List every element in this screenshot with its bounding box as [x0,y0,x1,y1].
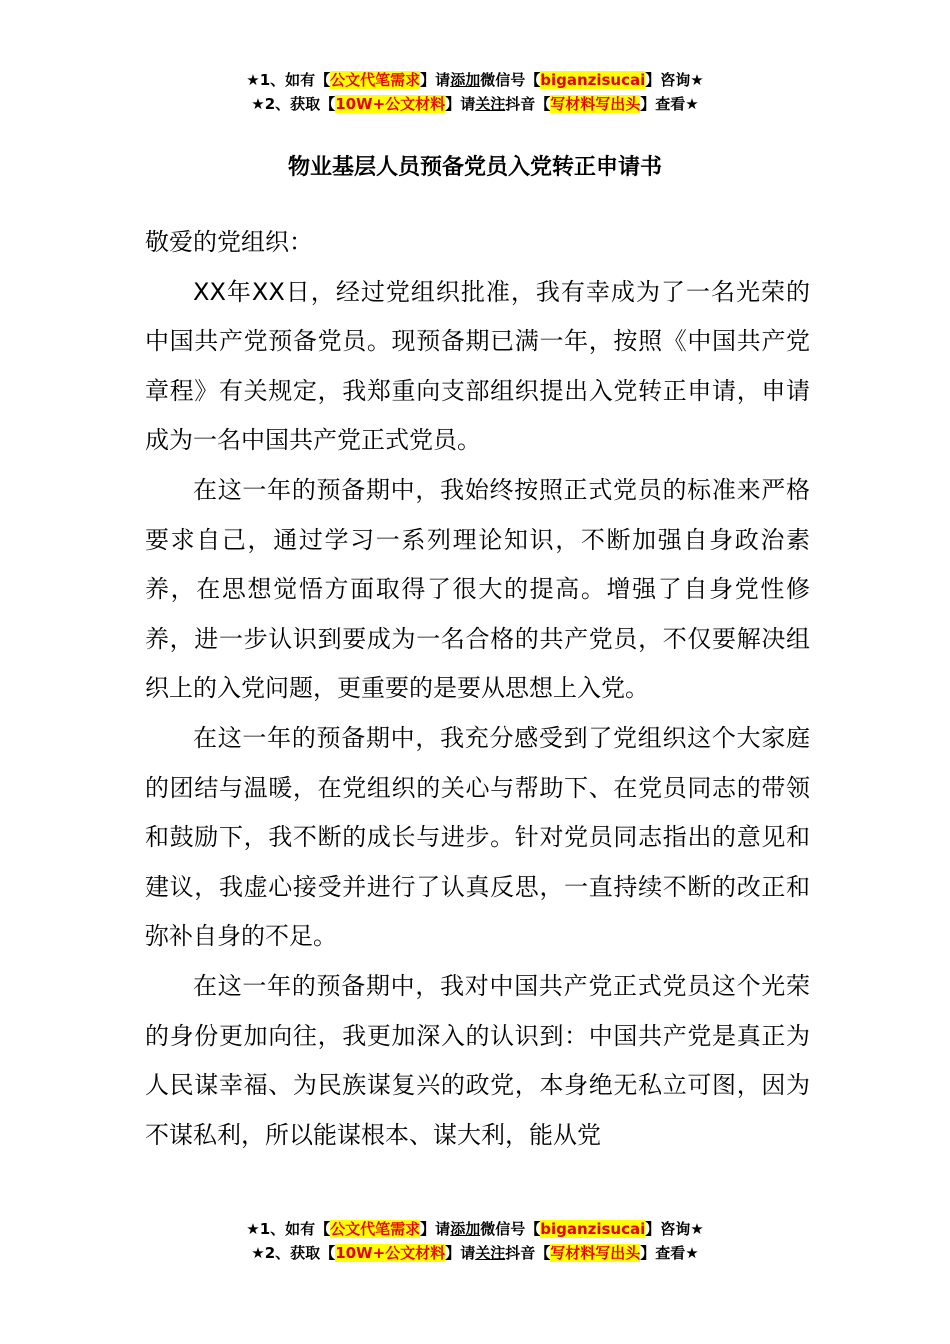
promo-line-2-underlined: 关注 [475,95,506,113]
promo-line-1-highlight-service: 公文代笔需求 [330,71,421,89]
promo-footer-line-2-prefix: ★2、获取【 [251,1244,336,1262]
promo-line-1-mid2: 微信号【 [480,71,541,89]
promo-line-1-underlined: 添加 [450,71,481,89]
promo-footer-line-2 [0,1241,950,1265]
promo-footer-line-1-prefix: ★1、如有【 [246,1220,331,1238]
promo-footer-line-1 [0,1217,950,1241]
body-paragraph-3: 在这一年的预备期中，我充分感受到了党组织这个大家庭的团结与温暖，在党组织的关心与帮助下、在党员同志的带领和鼓励下，我不断的成长与进步。针对党员同志指出的意见和建议，我虚心接受并进行了认真反思，一直持续不断的改正和弥补自身的不足。 [145,723,810,951]
promo-footer-line-2-mid: 】请 [445,1244,476,1262]
promo-footer-line-1-underlined: 添加 [450,1220,481,1238]
promo-line-2-highlight-materials: 10W+公文材料 [335,95,446,113]
promo-footer-line-2-underlined: 关注 [475,1244,506,1262]
promo-footer-line-1-highlight-wechat: biganzisucai [540,1220,646,1238]
body-paragraph-4: 在这一年的预备期中，我对中国共产党正式党员这个光荣的身份更加向往，我更加深入的认识到：中国共产党是真正为人民谋幸福、为民族谋复兴的政党，本身绝无私立可图，因为不谋私利，所以能谋根本、谋大利，能从党 [145,971,810,1149]
document-title: 物业基层人员预备党员入党转正申请书 [287,155,662,180]
promo-footer-line-2-suffix: 】查看★ [640,1244,699,1262]
promo-line-2-mid: 】请 [445,95,476,113]
promo-footer-line-2-highlight-douyin: 写材料写出头 [550,1244,641,1262]
promo-footer-line-2-highlight-materials: 10W+公文材料 [335,1244,446,1262]
promo-line-2-highlight-douyin: 写材料写出头 [550,95,641,113]
promo-line-2 [0,92,950,116]
document-body [145,218,810,1160]
promo-footer-line-1-highlight-service: 公文代笔需求 [330,1220,421,1238]
promo-line-2-suffix: 】查看★ [640,95,699,113]
promo-line-1-mid: 】请 [420,71,451,89]
promo-footer-line-1-mid2: 微信号【 [480,1220,541,1238]
promo-line-1-highlight-wechat: biganzisucai [540,71,646,89]
promo-footer [0,1217,950,1265]
body-paragraph-2: 在这一年的预备期中，我始终按照正式党员的标准来严格要求自己，通过学习一系列理论知识，不断加强自身政治素养，在思想觉悟方面取得了很大的提高。增强了自身党性修养，进一步认识到要成为一名合格的共产党员，不仅要解决组织上的入党问题，更重要的是要从思想上入党。 [145,475,810,703]
salutation: 敬爱的党组织： [145,228,313,256]
promo-line-1-prefix: ★1、如有【 [246,71,331,89]
promo-line-2-prefix: ★2、获取【 [251,95,336,113]
promo-line-2-mid2: 抖音【 [505,95,551,113]
promo-footer-line-1-suffix: 】咨询★ [645,1220,704,1238]
promo-footer-line-1-mid: 】请 [420,1220,451,1238]
promo-line-1 [0,68,950,92]
promo-line-1-suffix: 】咨询★ [645,71,704,89]
body-paragraph-1: XX年XX日，经过党组织批准，我有幸成为了一名光荣的中国共产党预备党员。现预备期已满一年，按照《中国共产党章程》有关规定，我郑重向支部组织提出入党转正申请，申请成为一名中国共产党正式党员。 [145,277,810,455]
promo-header [0,68,950,116]
promo-footer-line-2-mid2: 抖音【 [505,1244,551,1262]
